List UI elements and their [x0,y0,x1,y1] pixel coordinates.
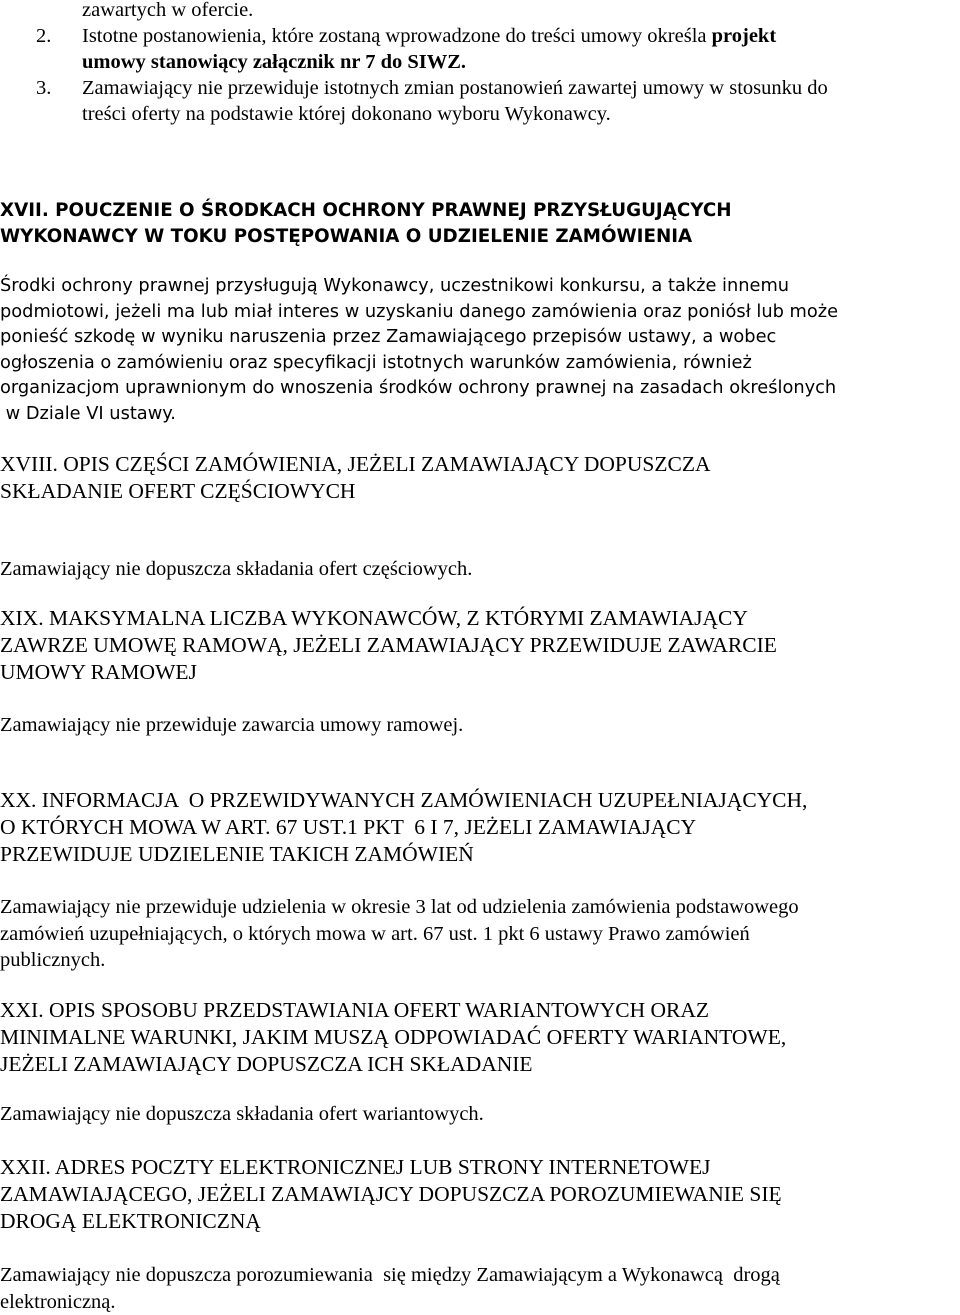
list-item-text: treści oferty na podstawie której dokonano wyboru Wykonawcy. [82,103,611,125]
paragraph-line: elektroniczną. [0,1290,116,1313]
paragraph-line: ogłoszenia o zamówieniu oraz specyfikacji istotnych warunków zamówienia, również [0,351,752,373]
list-item-bold-text: projekt [711,25,777,47]
heading-line: XXI. OPIS SPOSOBU PRZEDSTAWIANIA OFERT WARIANTOWYCH ORAZ [0,998,709,1022]
section-xviii-heading [0,451,711,505]
section-xx-heading [0,787,807,868]
heading-line: XVIII. OPIS CZĘŚCI ZAMÓWIENIA, JEŻELI ZAMAWIAJĄCY DOPUSZCZA [0,452,711,476]
section-xx-body [0,894,799,974]
section-xvii-heading [0,198,732,250]
paragraph-line: ponieść szkodę w wyniku naruszenia przez Zamawiającego przepisów ustawy, a wobec [0,326,777,347]
list-number: 3. [36,77,52,99]
list-item-1-continuation [0,0,253,23]
section-xxii-body [0,1262,780,1315]
paragraph-line: Zamawiający nie dopuszcza składania ofert częściowych. [0,558,473,580]
heading-line: ZAWRZE UMOWĘ RAMOWĄ, JEŻELI ZAMAWIAJĄCY PRZEWIDUJE ZAWARCIE [0,633,777,657]
list-item-text: Istotne postanowienia, które zostaną wprowadzone do treści umowy określa [82,25,712,47]
heading-line: MINIMALNE WARUNKI, JAKIM MUSZĄ ODPOWIADAĆ OFERTY WARIANTOWE, [0,1025,787,1049]
section-xviii-body [0,556,472,583]
list-item-3 [0,75,828,127]
heading-line: XX. INFORMACJA O PRZEWIDYWANYCH ZAMÓWIENIACH UZUPEŁNIAJĄCYCH, [0,788,808,812]
list-item-2 [0,23,776,75]
paragraph-line: Zamawiający nie przewiduje udzielenia w okresie 3 lat od udzielenia zamówienia podstawowego [0,896,799,918]
paragraph-line: podmiotowi, jeżeli ma lub miał interes w uzyskaniu danego zamówienia oraz poniósł lub może [0,300,839,322]
heading-line: SKŁADANIE OFERT CZĘŚCIOWYCH [0,479,356,503]
section-xix-heading [0,605,777,686]
list-number: 2. [36,25,52,47]
heading-line: XIX. MAKSYMALNA LICZBA WYKONAWCÓW, Z KTÓRYMI ZAMAWIAJĄCY [0,606,748,630]
list-item-bold-text: umowy stanowiący załącznik nr 7 do SIWZ. [82,51,467,73]
heading-line: O KTÓRYCH MOWA W ART. 67 UST.1 PKT 6 I 7, JEŻELI ZAMAWIAJĄCY [0,815,697,839]
section-xvii-body [0,273,838,426]
section-xxii-heading [0,1154,782,1235]
paragraph-line: w Dziale VI ustawy. [0,402,176,424]
heading-line: PRZEWIDUJE UDZIELENIE TAKICH ZAMÓWIEŃ [0,842,474,866]
section-xxi-heading [0,997,786,1078]
list-item-text: Zamawiający nie przewiduje istotnych zmian postanowień zawartej umowy w stosunku do [82,77,828,99]
paragraph-line: Zamawiający nie dopuszcza porozumiewania się między Zamawiającym a Wykonawcą drogą [0,1264,780,1286]
paragraph-line: zamówień uzupełniających, o których mowa w art. 67 ust. 1 pkt 6 ustawy Prawo zamówień [0,922,750,945]
list-item-text: zawartych w ofercie. [82,0,254,21]
heading-line: ZAMAWIAJĄCEGO, JEŻELI ZAMAWIĄJCY DOPUSZCZA POROZUMIEWANIE SIĘ [0,1182,782,1206]
paragraph-line: Zamawiający nie przewiduje zawarcia umowy ramowej. [0,714,464,736]
heading-line: JEŻELI ZAMAWIAJĄCY DOPUSZCZA ICH SKŁADANIE [0,1052,533,1076]
paragraph-line: organizacjom uprawnionym do wnoszenia środków ochrony prawnej na zasadach określonych [0,377,837,398]
heading-line: DROGĄ ELEKTRONICZNĄ [0,1209,261,1233]
section-xxi-body [0,1101,484,1128]
heading-line: WYKONAWCY W TOKU POSTĘPOWANIA O UDZIELENIE ZAMÓWIENIA [0,226,693,247]
heading-line: UMOWY RAMOWEJ [0,660,197,684]
section-xix-body [0,712,463,739]
heading-line: XVII. POUCZENIE O ŚRODKACH OCHRONY PRAWNEJ PRZYSŁUGUJĄCYCH [0,200,732,221]
heading-line: XXII. ADRES POCZTY ELEKTRONICZNEJ LUB STRONY INTERNETOWEJ [0,1155,711,1179]
paragraph-line: Środki ochrony prawnej przysługują Wykonawcy, uczestnikowi konkursu, a także innemu [0,275,790,296]
paragraph-line: Zamawiający nie dopuszcza składania ofert wariantowych. [0,1103,484,1125]
paragraph-line: publicznych. [0,949,106,971]
